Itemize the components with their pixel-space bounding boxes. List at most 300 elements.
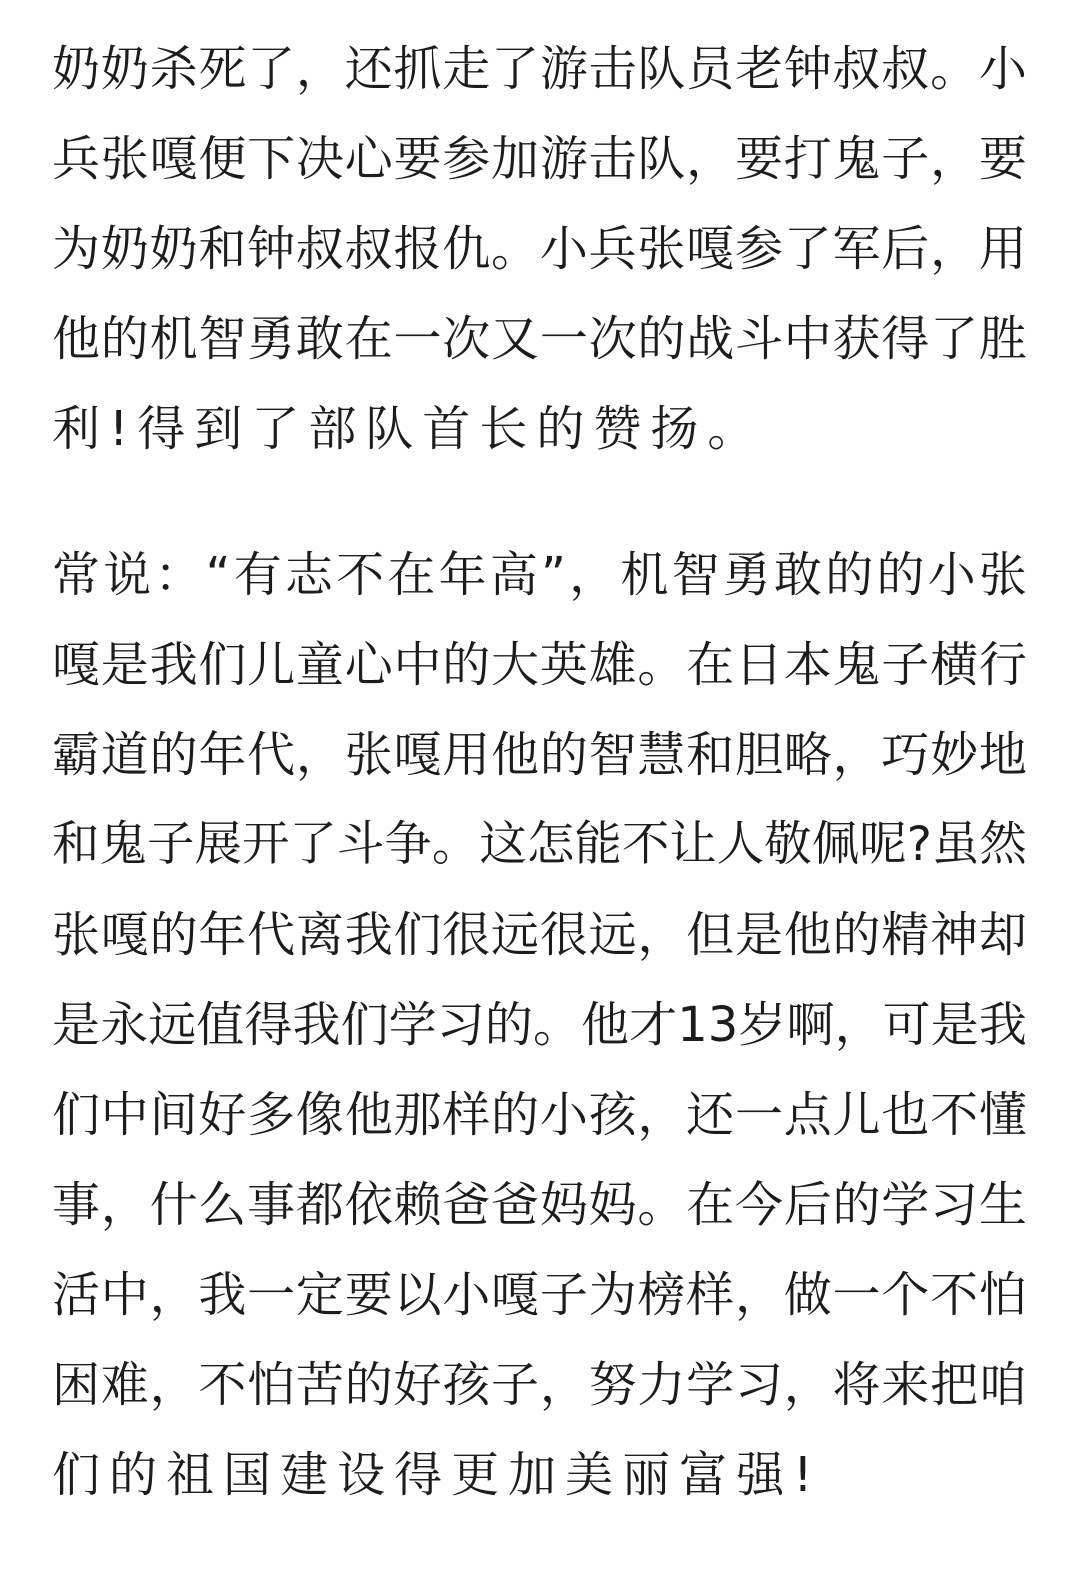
handwritten-char: 是: [100, 637, 149, 693]
handwritten-char: 样: [442, 1087, 491, 1143]
handwritten-char: 远: [491, 907, 540, 963]
handwritten-char: 定: [295, 1267, 344, 1323]
handwritten-char: 困: [52, 1357, 101, 1413]
handwritten-char: 嘎: [149, 131, 198, 187]
handwritten-char: 后: [783, 1177, 832, 1233]
handwritten-char: 他: [52, 311, 101, 367]
handwritten-char: 首: [422, 401, 471, 457]
handwritten-char: 中: [783, 311, 832, 367]
handwritten-char: 很: [442, 907, 491, 963]
handwritten-char: 不: [621, 817, 670, 872]
handwritten-char: ，: [295, 727, 344, 783]
handwritten-char: 努: [588, 1357, 637, 1413]
handwritten-char: 依: [344, 1177, 393, 1233]
handwritten-char: 子: [881, 131, 930, 187]
handwritten-char: ，: [686, 131, 735, 187]
handwritten-char: 来: [881, 1357, 930, 1413]
handwritten-char: 习: [734, 1357, 783, 1413]
handwritten-char: 小: [442, 1267, 491, 1323]
handwritten-char: ，: [149, 1357, 198, 1413]
handwritten-char: 智: [198, 311, 247, 367]
handwritten-char: 事: [52, 1177, 101, 1233]
handwritten-char: ，: [930, 131, 979, 187]
handwritten-char: 奶: [149, 221, 198, 277]
handwritten-char: 样: [686, 1267, 735, 1323]
handwritten-char: 国: [223, 1447, 272, 1503]
handwritten-char: 嘎: [491, 1267, 540, 1323]
handwritten-char: 地: [978, 727, 1027, 783]
handwritten-char: 敬: [764, 817, 812, 872]
handwritten-char: 在: [686, 637, 735, 693]
handwritten-char: 才: [629, 997, 678, 1053]
handwritten-char: 怕: [247, 1357, 296, 1413]
handwritten-char: 精: [881, 907, 930, 963]
handwritten-char: 一: [734, 1087, 783, 1143]
handwritten-char: 击: [588, 41, 637, 97]
handwritten-char: 的: [344, 1357, 393, 1413]
handwritten-char: 心: [344, 131, 393, 187]
handwritten-char: 小: [539, 221, 588, 277]
handwritten-char: 的: [876, 547, 925, 603]
handwritten-char: 兵: [52, 131, 101, 187]
handwritten-char: 不: [336, 547, 385, 603]
handwritten-char: 么: [198, 1177, 247, 1233]
handwritten-char: 机: [620, 547, 669, 603]
handwritten-char: 游: [539, 41, 588, 97]
handwritten-char: 习: [436, 997, 485, 1053]
handwritten-char: 岁: [738, 997, 787, 1053]
handwritten-char: 了: [491, 41, 540, 97]
handwritten-char: 嘎: [686, 221, 735, 277]
handwritten-char: 机: [149, 311, 198, 367]
handwritten-char: 一: [832, 1267, 881, 1323]
handwritten-char: 敢: [774, 547, 823, 603]
handwritten-char: 赖: [393, 1177, 442, 1233]
handwritten-char: 参: [442, 131, 491, 187]
handwritten-char: 榜: [637, 1267, 686, 1323]
handwritten-char: 富: [679, 1447, 728, 1503]
handwritten-char: 他: [581, 997, 630, 1053]
handwritten-char: 间: [149, 1087, 198, 1143]
handwritten-char: ：: [154, 547, 203, 603]
handwritten-char: 嘎: [52, 637, 101, 693]
handwritten-char: 奶: [100, 221, 149, 277]
handwritten-char: 年: [198, 727, 247, 783]
handwritten-char: 便: [198, 131, 247, 187]
handwritten-char: 佩: [811, 817, 860, 872]
handwritten-char: 是: [52, 997, 101, 1053]
handwritten-char: 敢: [295, 311, 344, 367]
handwritten-char: 战: [686, 311, 735, 367]
handwritten-char: 报: [393, 221, 442, 277]
text-line: [52, 1350, 1027, 1420]
handwritten-char: 和: [686, 727, 735, 783]
handwritten-char: 行: [978, 637, 1027, 693]
handwritten-char: 为: [52, 221, 101, 277]
handwritten-char: 的: [109, 1447, 158, 1503]
handwritten-char: 在: [686, 1177, 735, 1233]
handwritten-char: 美: [565, 1447, 614, 1503]
handwritten-char: 斗: [336, 817, 385, 872]
handwritten-char: 利: [52, 401, 101, 457]
handwritten-char: 用: [978, 221, 1027, 277]
handwritten-char: 了: [289, 817, 337, 872]
handwritten-char: 们: [198, 637, 247, 693]
handwritten-char: 像: [295, 1087, 344, 1143]
handwritten-char: 他: [344, 1087, 393, 1143]
handwritten-char: 中: [393, 637, 442, 693]
handwritten-char: 得: [244, 997, 293, 1053]
handwritten-char: 爸: [491, 1177, 540, 1233]
handwritten-char: 的: [637, 311, 686, 367]
handwritten-char: 游: [539, 131, 588, 187]
handwritten-char: 我: [149, 637, 198, 693]
handwritten-char: 。: [707, 401, 756, 457]
handwritten-char: 中: [100, 1267, 149, 1323]
handwritten-char: 永: [100, 997, 149, 1053]
handwritten-char: 斗: [734, 311, 783, 367]
handwritten-char: 苦: [295, 1357, 344, 1413]
handwritten-char: 也: [881, 1087, 930, 1143]
handwritten-char: 子: [881, 637, 930, 693]
handwritten-char: 离: [295, 907, 344, 963]
handwritten-char: 得: [394, 1447, 443, 1503]
handwritten-char: 儿: [247, 637, 296, 693]
text-line: [52, 304, 1027, 374]
handwritten-char: 长: [479, 401, 528, 457]
handwritten-char: 得: [881, 311, 930, 367]
handwritten-char: 用: [442, 727, 491, 783]
handwritten-char: 了: [930, 311, 979, 367]
handwritten-char: 今: [734, 1177, 783, 1233]
handwritten-char: 展: [194, 817, 242, 872]
text-line: [52, 214, 1027, 284]
handwritten-char: 赞: [593, 401, 642, 457]
handwritten-char: 习: [930, 1177, 979, 1233]
handwritten-char: 有: [233, 547, 282, 603]
handwritten-char: 打: [783, 131, 832, 187]
handwritten-char: 小: [978, 41, 1027, 97]
handwritten-char: 这: [479, 817, 527, 872]
handwritten-char: 走: [442, 41, 491, 97]
handwritten-char: 一: [393, 311, 442, 367]
handwritten-char: 霸: [52, 727, 101, 783]
handwritten-char: 小: [539, 1087, 588, 1143]
handwritten-char: ，: [637, 907, 686, 963]
handwritten-char: 他: [783, 907, 832, 963]
handwritten-char: 子: [491, 1357, 540, 1413]
handwritten-char: ，: [832, 727, 881, 783]
handwritten-char: 军: [832, 221, 881, 277]
handwritten-char: 的: [100, 311, 149, 367]
handwritten-char: 一: [247, 1267, 296, 1323]
handwritten-char: 设: [337, 1447, 386, 1503]
handwritten-char: 虽: [931, 817, 980, 872]
handwritten-char: 仇: [442, 221, 491, 277]
handwritten-char: 啊: [786, 997, 835, 1053]
handwritten-char: ，: [100, 1177, 149, 1233]
handwritten-char: 还: [686, 1087, 735, 1143]
handwritten-char: 员: [686, 41, 735, 97]
handwritten-char: 很: [539, 907, 588, 963]
handwritten-char: 智: [588, 727, 637, 783]
handwritten-char: 钟: [247, 221, 296, 277]
handwritten-char: 在: [387, 547, 436, 603]
handwritten-char: 更: [451, 1447, 500, 1503]
handwritten-char: 胆: [734, 727, 783, 783]
handwritten-char: 一: [539, 311, 588, 367]
handwritten-char: 队: [637, 131, 686, 187]
handwritten-char: 嘎: [100, 907, 149, 963]
handwritten-char: 我: [344, 907, 393, 963]
handwritten-char: 开: [241, 817, 290, 872]
handwritten-char: ，: [783, 1357, 832, 1413]
handwritten-char: 学: [388, 997, 437, 1053]
handwritten-char: 次: [588, 311, 637, 367]
handwritten-char: 叔: [832, 41, 881, 97]
handwritten-char: 学: [881, 1177, 930, 1233]
text-line: [52, 810, 1027, 880]
handwritten-char: 常: [52, 547, 101, 603]
handwritten-char: 略: [783, 727, 832, 783]
handwritten-char: 童: [295, 637, 344, 693]
handwritten-char: 队: [365, 401, 414, 457]
handwritten-char: 和: [52, 817, 100, 872]
handwritten-char: 爸: [442, 1177, 491, 1233]
handwritten-char: 雄: [588, 637, 637, 693]
handwritten-char: 得: [137, 401, 186, 457]
handwritten-char: 难: [100, 1357, 149, 1413]
handwritten-char: 怕: [978, 1267, 1027, 1323]
handwritten-char: 不: [930, 1087, 979, 1143]
handwritten-char: 能: [574, 817, 622, 872]
handwritten-char: 鬼: [99, 817, 147, 872]
handwritten-char: 13: [677, 997, 739, 1053]
handwritten-char: 奶: [52, 41, 101, 97]
handwritten-char: 却: [978, 907, 1027, 963]
handwritten-char: 是: [930, 997, 979, 1053]
handwritten-char: ，: [930, 221, 979, 277]
handwritten-char: ，: [637, 1087, 686, 1143]
handwritten-char: 孩: [442, 1357, 491, 1413]
handwritten-char: 们: [52, 1447, 101, 1503]
handwritten-char: 击: [588, 131, 637, 187]
handwritten-char: 建: [280, 1447, 329, 1503]
handwritten-char: 把: [930, 1357, 979, 1413]
handwritten-char: 抓: [393, 41, 442, 97]
handwritten-char: 嘎: [393, 727, 442, 783]
handwritten-char: 的: [832, 1177, 881, 1233]
handwritten-char: ，: [834, 997, 883, 1053]
handwritten-char: 决: [295, 131, 344, 187]
handwritten-char: ，: [539, 1357, 588, 1413]
handwritten-char: 我: [198, 1267, 247, 1323]
text-line: [52, 720, 1027, 790]
handwritten-char: 死: [198, 41, 247, 97]
handwritten-char: “: [205, 547, 231, 603]
handwritten-char: 参: [734, 221, 783, 277]
handwritten-char: 下: [247, 131, 296, 187]
handwritten-char: 懂: [978, 1087, 1027, 1143]
handwritten-char: 那: [393, 1087, 442, 1143]
text-line: [52, 124, 1027, 194]
handwritten-char: 巧: [881, 727, 930, 783]
handwritten-char: 们: [340, 997, 389, 1053]
handwritten-char: 钟: [783, 41, 832, 97]
handwritten-char: 妈: [539, 1177, 588, 1233]
handwritten-char: 。: [532, 997, 581, 1053]
handwritten-char: 的: [832, 907, 881, 963]
handwritten-char: 要: [734, 131, 783, 187]
text-line: [52, 540, 1027, 610]
handwritten-char: 为: [588, 1267, 637, 1323]
handwritten-char: 张: [100, 131, 149, 187]
handwritten-char: 咱: [978, 1357, 1027, 1413]
handwritten-char: 大: [491, 637, 540, 693]
handwritten-char: 好: [393, 1357, 442, 1413]
handwritten-char: 了: [247, 41, 296, 97]
handwritten-char: 将: [832, 1357, 881, 1413]
handwritten-char: 兵: [588, 221, 637, 277]
handwritten-char: 叔: [881, 41, 930, 97]
handwritten-char: 奶: [100, 41, 149, 97]
handwritten-char: ，: [569, 547, 618, 603]
handwritten-char: 部: [308, 401, 357, 457]
handwritten-char: 神: [930, 907, 979, 963]
handwritten-char: 个: [881, 1267, 930, 1323]
handwritten-char: ，: [734, 1267, 783, 1323]
handwritten-char: 道: [100, 727, 149, 783]
handwritten-char: 张: [52, 907, 101, 963]
handwritten-char: 勇: [247, 311, 296, 367]
handwritten-char: 后: [881, 221, 930, 277]
handwritten-char: 了: [783, 221, 832, 277]
handwritten-char: 扬: [650, 401, 699, 457]
handwritten-char: 加: [508, 1447, 557, 1503]
handwritten-char: 丽: [622, 1447, 671, 1503]
handwritten-char: 要: [344, 1267, 393, 1323]
handwritten-char: 鬼: [832, 637, 881, 693]
handwritten-char: 。: [637, 637, 686, 693]
handwritten-char: 远: [588, 907, 637, 963]
handwritten-char: 强: [736, 1447, 785, 1503]
handwritten-char: 是: [734, 907, 783, 963]
handwritten-char: 张: [637, 221, 686, 277]
handwritten-char: 张: [344, 727, 393, 783]
handwritten-char: 又: [491, 311, 540, 367]
handwritten-char: 妈: [588, 1177, 637, 1233]
handwritten-char: 的: [825, 547, 874, 603]
handwritten-char: 远: [148, 997, 197, 1053]
handwritten-char: 的: [491, 1087, 540, 1143]
handwritten-char: 妙: [930, 727, 979, 783]
handwritten-char: 说: [103, 547, 152, 603]
handwritten-char: 怎: [526, 817, 575, 872]
handwritten-char: 儿: [832, 1087, 881, 1143]
handwritten-char: 次: [442, 311, 491, 367]
handwritten-char: 叔: [295, 221, 344, 277]
text-line: [52, 630, 1027, 700]
handwritten-char: !: [109, 401, 129, 457]
text-line: [52, 990, 1027, 1060]
handwritten-char: 志: [284, 547, 333, 603]
handwritten-char: 不: [930, 1267, 979, 1323]
handwritten-char: 。: [431, 817, 480, 872]
handwritten-char: 杀: [149, 41, 198, 97]
handwritten-char: 孩: [588, 1087, 637, 1143]
text-line: [52, 394, 1027, 464]
handwritten-char: ?: [906, 817, 932, 872]
handwritten-char: 让: [669, 817, 717, 872]
handwritten-char: 。: [930, 41, 979, 97]
handwritten-char: 做: [783, 1267, 832, 1323]
handwritten-char: 还: [344, 41, 393, 97]
text-line: [52, 1080, 1027, 1150]
handwritten-char: 心: [344, 637, 393, 693]
handwritten-char: 生: [978, 1177, 1027, 1233]
handwritten-char: 张: [978, 547, 1027, 603]
handwritten-char: 年: [198, 907, 247, 963]
handwritten-char: 值: [196, 997, 245, 1053]
handwritten-char: 加: [491, 131, 540, 187]
handwritten-char: 子: [539, 1267, 588, 1323]
handwritten-char: 事: [247, 1177, 296, 1233]
handwritten-char: 的: [539, 727, 588, 783]
handwritten-char: 本: [783, 637, 832, 693]
handwritten-char: 勇: [722, 547, 771, 603]
handwritten-char: 老: [734, 41, 783, 97]
handwritten-char: 的: [442, 637, 491, 693]
text-line: [52, 1260, 1027, 1330]
handwritten-char: 呢: [859, 817, 907, 872]
handwritten-char: 的: [484, 997, 533, 1053]
handwritten-char: 但: [686, 907, 735, 963]
handwritten-char: 。: [491, 221, 540, 277]
handwritten-char: 代: [247, 727, 296, 783]
handwritten-char: 多: [247, 1087, 296, 1143]
handwritten-char: 了: [251, 401, 300, 457]
handwritten-char: ，: [295, 41, 344, 97]
handwritten-char: 英: [539, 637, 588, 693]
handwritten-char: 子: [146, 817, 195, 872]
handwritten-char: 我: [978, 997, 1027, 1053]
handwritten-char: 都: [295, 1177, 344, 1233]
handwritten-char: 获: [832, 311, 881, 367]
handwritten-char: 点: [783, 1087, 832, 1143]
handwritten-char: 鬼: [832, 131, 881, 187]
handwritten-char: 日: [734, 637, 783, 693]
handwritten-char: 和: [198, 221, 247, 277]
text-line: [52, 1170, 1027, 1240]
handwritten-char: 胜: [978, 311, 1027, 367]
handwritten-char: 队: [637, 41, 686, 97]
handwritten-char: 争: [384, 817, 432, 872]
text-line: [52, 1440, 1027, 1510]
handwritten-char: 在: [344, 311, 393, 367]
handwritten-char: 智: [671, 547, 720, 603]
handwritten-char: 高: [489, 547, 538, 603]
handwritten-char: 们: [393, 907, 442, 963]
handwritten-char: 中: [100, 1087, 149, 1143]
handwritten-char: 小: [927, 547, 976, 603]
handwritten-char: 代: [247, 907, 296, 963]
handwritten-char: !: [793, 1447, 813, 1503]
handwritten-char: 可: [882, 997, 931, 1053]
handwritten-char: 到: [194, 401, 243, 457]
handwritten-char: 们: [52, 1087, 101, 1143]
handwritten-char: 不: [198, 1357, 247, 1413]
handwritten-char: 人: [716, 817, 765, 872]
